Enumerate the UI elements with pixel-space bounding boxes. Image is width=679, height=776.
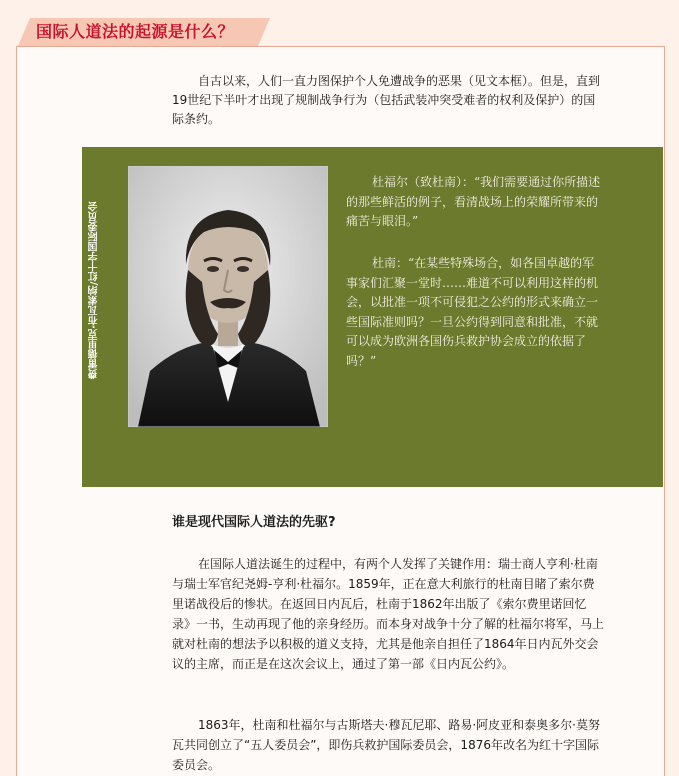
- photo-credit-caption: 费雷德里克·布瓦索纳/红十字国际委员会: [89, 201, 100, 379]
- portrait-illustration: [128, 166, 328, 427]
- section-title: 国际人道法的起源是什么？: [36, 22, 235, 41]
- intro-paragraph: 自古以来，人们一直力图保护个人免遭战争的恶果（见文本框）。但是，直到19世纪下半叶才出现了规制战争行为（包括武装冲突受难者的权利及保护）的国际条约。: [172, 74, 601, 126]
- quote-dunant: 杜南：“在某些特殊场合，如各国卓越的军事家们汇聚一堂时……难道不可以利用这样的机会，以批准一项不可侵犯之公约的形式来确立一些国际准则吗？一旦公约得到同意和批准，不就可以成为欧洲各国伤兵救护协会成立的依据了吗？”: [346, 256, 599, 368]
- section-heading: 谁是现代国际人道法的先驱?: [172, 515, 336, 530]
- henry-dunant-portrait: [128, 166, 328, 427]
- quote-dufour: 杜福尔（致杜南）：“我们需要通过你所描述的那些鲜活的例子，看清战场上的荣耀所带来的痛苦与眼泪。”: [346, 175, 601, 228]
- body-paragraph-1: 在国际人道法诞生的过程中，有两个人发挥了关键作用：瑞士商人亨利·杜南与瑞士军官纪尧姆-亨利·杜福尔。1859年，正在意大利旅行的杜南目睹了索尔费里诺战役后的惨状。在返回日内瓦后，杜南于1862年出版了《索尔费里诺回忆录》一书，生动再现了他的亲身经历。而本身对战争十分了解的杜福尔将军，马上就对杜南的想法予以积极的道义支持，尤其是他亲自担任了1864年日内瓦外交会议的主席，而正是在这次会议上，通过了第一部《日内瓦公约》。: [172, 557, 605, 671]
- body-paragraph-2: 1863年，杜南和杜福尔与古斯塔夫·穆瓦尼耶、路易·阿皮亚和泰奥多尔·莫努瓦共同创立了“五人委员会”，即伤兵救护国际委员会，1876年改名为红十字国际委员会。: [172, 718, 600, 772]
